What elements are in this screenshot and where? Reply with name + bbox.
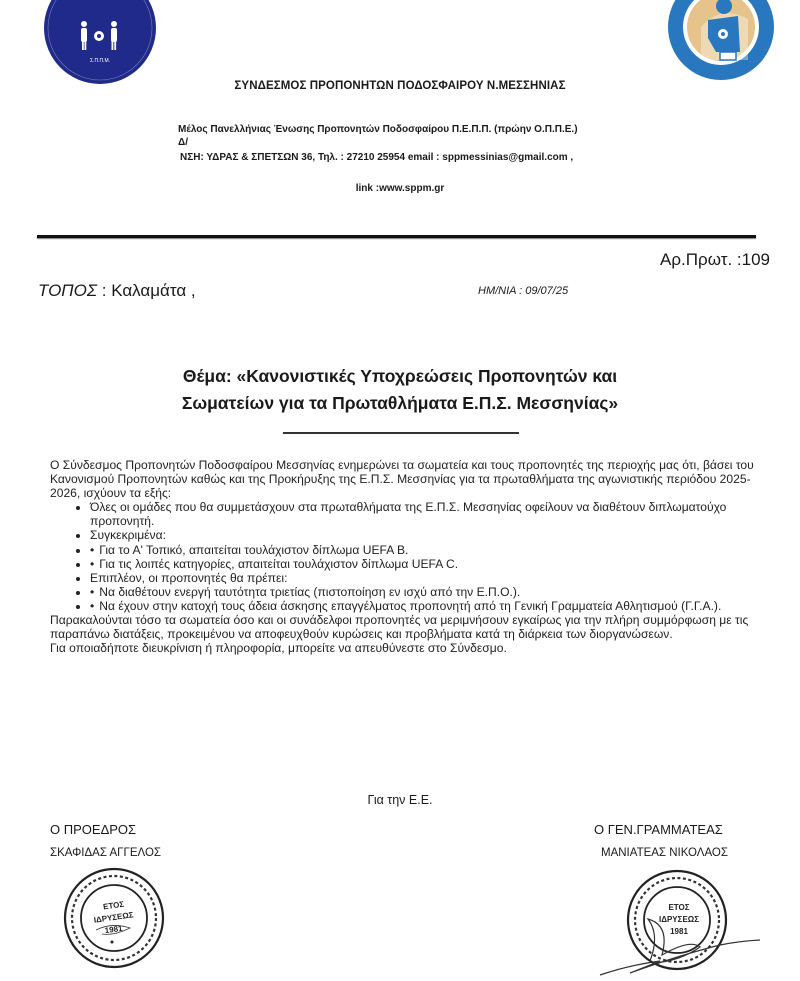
stamp-line-1: ΕΤΟΣ <box>102 899 125 912</box>
subject-heading <box>0 363 800 417</box>
intro-paragraph: Ο Σύνδεσμος Προπονητών Ποδοσφαίρου Μεσσηνίας ενημερώνει τα σωματεία και τους προπονητές της περιοχής μας ότι, βάσει του Κανονισμού Προπονητών καθώς και της Προκήρυξης της Ε.Π.Σ. Μεσσηνίας για τα πρωταθλήματα της αγωνιστικής περιόδου 2025-2026, ισχύουν τα εξής: <box>50 458 754 501</box>
document-date: ΗΜ/ΝΙΑ : 09/07/25 <box>478 285 569 297</box>
list-item <box>90 585 770 599</box>
president-role: Ο ΠΡΟΕΔΡΟΣ <box>50 822 137 837</box>
list-item <box>90 500 770 528</box>
contact-paragraph: Για οποιαδήποτε διευκρίνιση ή πληροφορία, μπορείτε να απευθύνεστε στο Σύνδεσμο. <box>50 641 507 656</box>
list-item-text: Επιπλέον, οι προπονητές θα πρέπει: <box>90 570 288 585</box>
stamp-line-3: 1981 <box>104 923 124 936</box>
list-item-text: Συγκεκριμένα: <box>90 528 166 543</box>
list-item-text: • Να διαθέτουν ενεργή ταυτότητα τριετίας (πιστοποίηση εν ισχύ από την Ε.Π.Ο.). <box>90 585 520 599</box>
secretary-name: ΜΑΝΙΑΤΕΑΣ ΝΙΚΟΛΑΟΣ <box>601 847 728 859</box>
website-link[interactable]: link :www.sppm.gr <box>355 183 445 194</box>
closing-paragraph: Παρακαλούνται τόσο τα σωματεία όσο και οι συνάδελφοι προπονητές να μεριμνήσουν εγκαίρως για την πλήρη συμμόρφωση με τις παραπάνω διατάξεις, προκειμένου να αποφευχθούν κυρώσεις και προβλήματα κατά τη διάρκεια των διοργανώσεων. <box>50 613 749 642</box>
place <box>38 281 196 301</box>
left-logo-text: Σ.Π.Π.Μ. <box>89 58 111 64</box>
list-item-text: Όλες οι ομάδες που θα συμμετάσχουν στα πρωταθλήματα της Ε.Π.Σ. Μεσσηνίας οφείλουν να διαθέτουν διπλωματούχο προπονητή. <box>90 500 727 529</box>
stamp-line-2: ΙΔΡΥΣΕΩΣ <box>93 910 135 925</box>
list-item-text: • Για το Α' Τοπικό, απαιτείται τουλάχιστον δίπλωμα UEFA B. <box>90 543 408 557</box>
logo-figures-icon <box>44 0 156 84</box>
list-item-text: • Να έχουν στην κατοχή τους άδεια άσκησης επαγγέλματος προπονητή από τη Γενική Γραμματεία Αθλητισμού (Γ.Γ.Α.). <box>90 599 721 613</box>
logo-coach-icon <box>668 0 774 80</box>
protocol-number: Αρ.Πρωτ. :109 <box>660 250 770 269</box>
address-contact-line: ΝΣΗ: ΥΔΡΑΣ & ΣΠΕΤΣΩΝ 36, Τηλ. : 27210 25954 email : sppmessinias@gmail.com , <box>180 152 574 163</box>
coaches-association-logo-icon <box>44 0 156 84</box>
secretary-role: Ο ΓΕΝ.ΓΡΑΜΜΑΤΕΑΣ <box>594 822 723 837</box>
list-item <box>90 528 770 542</box>
subject-line-1: Θέμα: «Κανονιστικές Υποχρεώσεις Προπονητών και <box>182 366 618 386</box>
header-divider <box>37 235 756 238</box>
place-value: : Καλαμάτα , <box>97 281 196 300</box>
pepp-logo-icon <box>668 0 774 80</box>
organization-title: ΣΥΝΔΕΣΜΟΣ ΠΡΟΠΟΝΗΤΩΝ ΠΟΔΟΣΦΑΙΡΟΥ Ν.ΜΕΣΣΗΝΙΑΣ <box>234 80 566 92</box>
list-item <box>90 571 770 585</box>
stamp-line-3: 1981 <box>670 927 688 936</box>
place-label: ΤΟΠΟΣ <box>38 281 98 300</box>
stamp-line-1: ΕΤΟΣ <box>668 903 690 912</box>
stamp-line-2: ΙΔΡΥΣΕΩΣ <box>659 915 699 924</box>
subject-divider <box>283 432 519 434</box>
address-prefix: Δ/ <box>178 137 188 148</box>
president-name: ΣΚΑΦΙΔΑΣ ΑΓΓΕΛΟΣ <box>50 847 162 859</box>
list-item-text: • Για τις λοιπές κατηγορίες, απαιτείται τουλάχιστον δίπλωμα UEFA C. <box>90 557 458 571</box>
signature-scribble-icon <box>590 895 770 981</box>
membership-line: Μέλος Πανελλήνιας Ένωσης Προπονητών Ποδοσφαίρου Π.Ε.Π.Π. (πρώην Ο.Π.Π.Ε.) <box>178 124 578 135</box>
subject-line-2: Σωματείων για τα Πρωταθλήματα Ε.Π.Σ. Μεσσηνίας» <box>181 393 619 413</box>
association-stamp-icon <box>62 866 166 970</box>
list-item <box>90 599 770 613</box>
for-board-label: Για την Ε.Ε. <box>367 793 433 807</box>
requirements-list <box>50 500 770 613</box>
list-item <box>90 557 770 571</box>
list-item <box>90 543 770 557</box>
letter-body <box>50 458 770 655</box>
